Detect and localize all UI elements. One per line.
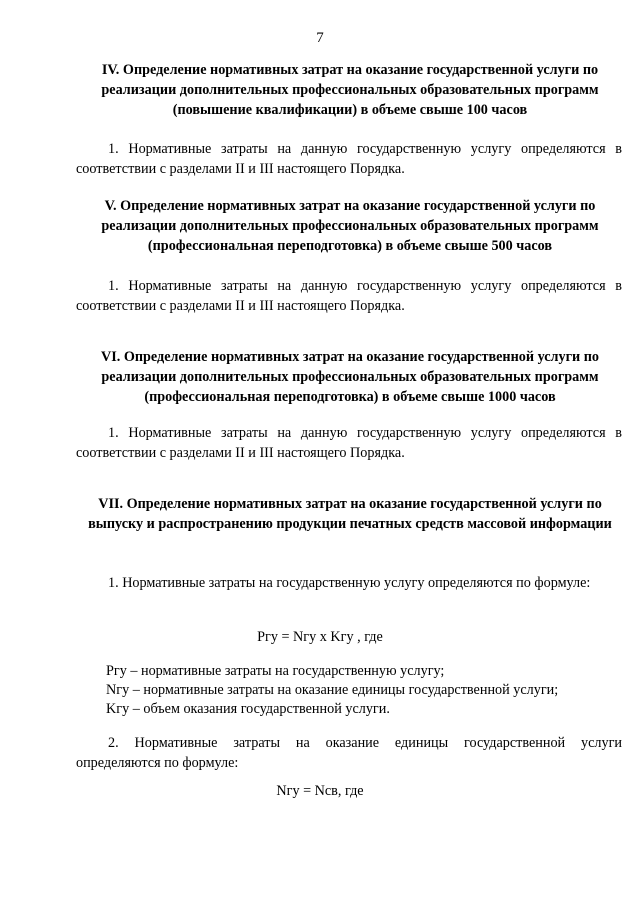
section-7-heading: VII. Определение нормативных затрат на оказание государственной услуги по выпуску и распространению продукции печатных средств массовой информации xyxy=(88,496,612,532)
section-6-heading: VI. Определение нормативных затрат на оказание государственной услуги по реализации дополнительных профессиональных образовательных программ (профессиональная переподготовка) в объеме свыше 1000 часов xyxy=(100,349,600,405)
section-4-heading: IV. Определение нормативных затрат на оказание государственной услуги по реализации дополнительных профессиональных образовательных программ (повышение квалификации) в объеме свыше 100 часов xyxy=(101,62,599,118)
formula-1: Pгу = Nгу x Kгу , где xyxy=(257,629,383,645)
definition-item: Pгу – нормативные затраты на государственную услугу; xyxy=(106,663,445,679)
section-4-paragraph-text: 1. Нормативные затраты на данную государственную услугу определяются в соответствии с разделами II и III настоящего Порядка. xyxy=(76,141,622,177)
section-4-paragraph xyxy=(76,139,622,179)
section-5-paragraph-text: 1. Нормативные затраты на данную государственную услугу определяются в соответствии с разделами II и III настоящего Порядка. xyxy=(76,278,622,314)
section-7-paragraph-2-text: 2. Нормативные затраты на оказание единицы государственной услуги определяются по формуле: xyxy=(76,735,622,771)
page-number: 7 xyxy=(316,30,324,46)
section-5-heading: V. Определение нормативных затрат на оказание государственной услуги по реализации дополнительных профессиональных образовательных программ (профессиональная переподготовка) в объеме свыше 500 часов xyxy=(101,198,599,254)
section-5-paragraph xyxy=(76,276,622,316)
section-7-paragraph-1-text: 1. Нормативные затраты на государственную услугу определяются по формуле: xyxy=(108,575,591,591)
section-7-paragraph-1 xyxy=(76,573,622,593)
definitions-list xyxy=(106,662,626,719)
definition-item: Kгу – объем оказания государственной услуги. xyxy=(106,701,390,717)
section-6-paragraph-text: 1. Нормативные затраты на данную государственную услугу определяются в соответствии с разделами II и III настоящего Порядка. xyxy=(76,425,622,461)
section-6-paragraph xyxy=(76,423,622,463)
formula-2: Nгу = Nсв, где xyxy=(276,783,364,799)
definition-item: Nгу – нормативные затраты на оказание единицы государственной услуги; xyxy=(106,682,559,698)
section-7-paragraph-2 xyxy=(76,733,622,773)
